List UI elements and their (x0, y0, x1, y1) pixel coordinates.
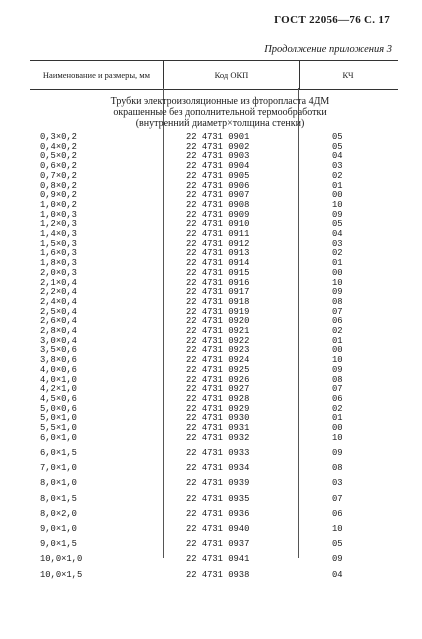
row-code: 22 4731 0936 (186, 508, 250, 519)
table-header (30, 60, 398, 90)
table-row (30, 326, 398, 336)
row-kch: 06 (332, 316, 343, 327)
row-code: 22 4731 0906 (186, 180, 250, 191)
row-size: 1,8×0,3 (40, 258, 77, 269)
row-kch: 08 (332, 374, 343, 385)
row-code: 22 4731 0941 (186, 554, 250, 565)
row-kch: 02 (332, 403, 343, 414)
row-size: 1,2×0,3 (40, 219, 77, 230)
row-kch: 08 (332, 463, 343, 474)
table-row (30, 448, 398, 458)
table-row (30, 142, 398, 152)
page-header: ГОСТ 22056—76 С. 17 (274, 14, 390, 26)
table-row (30, 258, 398, 268)
table-row (30, 307, 398, 317)
row-kch: 03 (332, 238, 343, 249)
row-size: 3,5×0,6 (40, 345, 77, 356)
column-header-code: Код ОКП (163, 61, 300, 89)
row-size: 0,7×0,2 (40, 170, 77, 181)
table-row (30, 210, 398, 220)
row-code: 22 4731 0903 (186, 151, 250, 162)
row-size: 10,0×1,5 (40, 569, 83, 580)
row-code: 22 4731 0923 (186, 345, 250, 356)
table-row (30, 278, 398, 288)
row-size: 1,0×0,2 (40, 199, 77, 210)
row-kch: 03 (332, 161, 343, 172)
row-kch: 09 (332, 209, 343, 220)
row-kch: 10 (332, 432, 343, 443)
row-code: 22 4731 0935 (186, 493, 250, 504)
table-row (30, 161, 398, 171)
row-code: 22 4731 0931 (186, 423, 250, 433)
row-kch: 09 (332, 287, 343, 298)
row-size: 8,0×1,5 (40, 493, 77, 504)
table-row (30, 229, 398, 239)
row-kch: 05 (332, 539, 343, 550)
row-size: 8,0×2,0 (40, 508, 77, 519)
row-code: 22 4731 0912 (186, 238, 250, 249)
row-code: 22 4731 0934 (186, 463, 250, 474)
row-code: 22 4731 0911 (186, 229, 250, 239)
table-row (30, 554, 398, 564)
row-code: 22 4731 0901 (186, 132, 250, 142)
row-kch: 02 (332, 248, 343, 259)
row-kch: 04 (332, 151, 343, 162)
table-row (30, 539, 398, 549)
row-size: 0,3×0,2 (40, 132, 77, 142)
row-kch: 09 (332, 364, 343, 375)
row-code: 22 4731 0930 (186, 413, 250, 424)
row-size: 0,6×0,2 (40, 161, 77, 172)
row-kch: 06 (332, 393, 343, 404)
row-kch: 04 (332, 229, 343, 239)
row-code: 22 4731 0918 (186, 296, 250, 307)
table-row (30, 394, 398, 404)
row-size: 0,8×0,2 (40, 180, 77, 191)
row-size: 2,8×0,4 (40, 326, 77, 336)
row-kch: 10 (332, 523, 343, 534)
table-row (30, 509, 398, 519)
row-size: 5,0×1,0 (40, 413, 77, 424)
row-kch: 07 (332, 384, 343, 395)
row-kch: 10 (332, 355, 343, 366)
row-kch: 07 (332, 306, 343, 317)
table-row (30, 463, 398, 473)
section-title (60, 96, 380, 129)
row-kch: 05 (332, 132, 343, 142)
appendix-continuation: Продолжение приложения 3 (264, 44, 392, 55)
row-size: 1,4×0,3 (40, 229, 77, 239)
table-row (30, 268, 398, 278)
row-kch: 04 (332, 569, 343, 580)
section-title-line: (внутренний диаметр×толщина стенки) (135, 118, 305, 129)
row-code: 22 4731 0905 (186, 170, 250, 181)
row-kch: 00 (332, 190, 343, 201)
row-size: 2,2×0,4 (40, 287, 77, 298)
table-row (30, 433, 398, 443)
row-kch: 02 (332, 326, 343, 336)
row-code: 22 4731 0907 (186, 190, 250, 201)
column-header-kch: КЧ (342, 70, 354, 80)
row-code: 22 4731 0937 (186, 539, 250, 550)
row-code: 22 4731 0927 (186, 384, 250, 395)
table-row (30, 219, 398, 229)
row-code: 22 4731 0932 (186, 432, 250, 443)
table-row (30, 190, 398, 200)
row-code: 22 4731 0929 (186, 403, 250, 414)
row-code: 22 4731 0913 (186, 248, 250, 259)
row-code: 22 4731 0921 (186, 326, 250, 336)
row-size: 2,4×0,4 (40, 296, 77, 307)
row-kch: 01 (332, 180, 343, 191)
table-row (30, 297, 398, 307)
table-row (30, 151, 398, 161)
row-size: 4,5×0,6 (40, 393, 77, 404)
row-size: 3,0×0,4 (40, 335, 77, 346)
row-code: 22 4731 0920 (186, 316, 250, 327)
row-kch: 09 (332, 554, 343, 565)
row-kch: 10 (332, 199, 343, 210)
row-code: 22 4731 0909 (186, 209, 250, 220)
row-code: 22 4731 0914 (186, 258, 250, 269)
row-code: 22 4731 0939 (186, 478, 250, 489)
row-kch: 03 (332, 478, 343, 489)
row-kch: 07 (332, 493, 343, 504)
row-size: 7,0×1,0 (40, 463, 77, 474)
row-kch: 01 (332, 258, 343, 269)
row-size: 5,5×1,0 (40, 423, 77, 433)
row-kch: 00 (332, 267, 343, 278)
row-code: 22 4731 0910 (186, 219, 250, 230)
row-kch: 00 (332, 423, 343, 433)
table-row (30, 171, 398, 181)
table-row (30, 413, 398, 423)
row-code: 22 4731 0922 (186, 335, 250, 346)
row-size: 1,0×0,3 (40, 209, 77, 220)
table-row (30, 200, 398, 210)
table-row (30, 494, 398, 504)
row-size: 9,0×1,0 (40, 523, 77, 534)
row-code: 22 4731 0940 (186, 523, 250, 534)
row-code: 22 4731 0908 (186, 199, 250, 210)
row-size: 0,5×0,2 (40, 151, 77, 162)
table-row (30, 423, 398, 433)
row-code: 22 4731 0904 (186, 161, 250, 172)
row-size: 0,4×0,2 (40, 141, 77, 152)
table-row (30, 181, 398, 191)
row-code: 22 4731 0915 (186, 267, 250, 278)
row-kch: 02 (332, 170, 343, 181)
row-kch: 08 (332, 296, 343, 307)
table-row (30, 239, 398, 249)
row-code: 22 4731 0917 (186, 287, 250, 298)
row-code: 22 4731 0928 (186, 393, 250, 404)
row-code: 22 4731 0916 (186, 277, 250, 288)
row-kch: 00 (332, 345, 343, 356)
row-size: 2,6×0,4 (40, 316, 77, 327)
table-row (30, 355, 398, 365)
row-code: 22 4731 0938 (186, 569, 250, 580)
table-row (30, 478, 398, 488)
row-size: 4,2×1,0 (40, 384, 77, 395)
column-header-name: Наименование и размеры, мм (42, 70, 151, 80)
row-size: 1,6×0,3 (40, 248, 77, 259)
row-size: 1,5×0,3 (40, 238, 77, 249)
row-kch: 09 (332, 447, 343, 458)
table-row (30, 384, 398, 394)
row-kch: 01 (332, 335, 343, 346)
table-row (30, 404, 398, 414)
table-row (30, 336, 398, 346)
row-size: 6,0×1,5 (40, 447, 77, 458)
row-kch: 05 (332, 141, 343, 152)
row-size: 4,0×1,0 (40, 374, 77, 385)
row-size: 0,9×0,2 (40, 190, 77, 201)
row-kch: 10 (332, 277, 343, 288)
row-code: 22 4731 0919 (186, 306, 250, 317)
row-code: 22 4731 0925 (186, 364, 250, 375)
row-kch: 01 (332, 413, 343, 424)
row-size: 3,8×0,6 (40, 355, 77, 366)
row-size: 6,0×1,0 (40, 432, 77, 443)
table-row (30, 365, 398, 375)
table-row (30, 524, 398, 534)
table-row (30, 375, 398, 385)
row-size: 4,0×0,6 (40, 364, 77, 375)
row-size: 2,0×0,3 (40, 267, 77, 278)
row-size: 2,5×0,4 (40, 306, 77, 317)
row-size: 5,0×0,6 (40, 403, 77, 414)
table-row (30, 132, 398, 142)
row-size: 9,0×1,5 (40, 539, 77, 550)
table-row (30, 287, 398, 297)
table-row (30, 316, 398, 326)
row-code: 22 4731 0933 (186, 447, 250, 458)
table-row (30, 345, 398, 355)
row-code: 22 4731 0924 (186, 355, 250, 366)
row-code: 22 4731 0902 (186, 141, 250, 152)
row-size: 8,0×1,0 (40, 478, 77, 489)
row-size: 2,1×0,4 (40, 277, 77, 288)
row-code: 22 4731 0926 (186, 374, 250, 385)
row-kch: 05 (332, 219, 343, 230)
row-size: 10,0×1,0 (40, 554, 83, 565)
table-row (30, 570, 398, 580)
section-title-line: окрашенные без дополнительной термообработки (113, 107, 327, 118)
section-title-line: Трубки электроизоляционные из фторопласта 4ДМ (110, 96, 330, 107)
table-row (30, 248, 398, 258)
row-kch: 06 (332, 508, 343, 519)
